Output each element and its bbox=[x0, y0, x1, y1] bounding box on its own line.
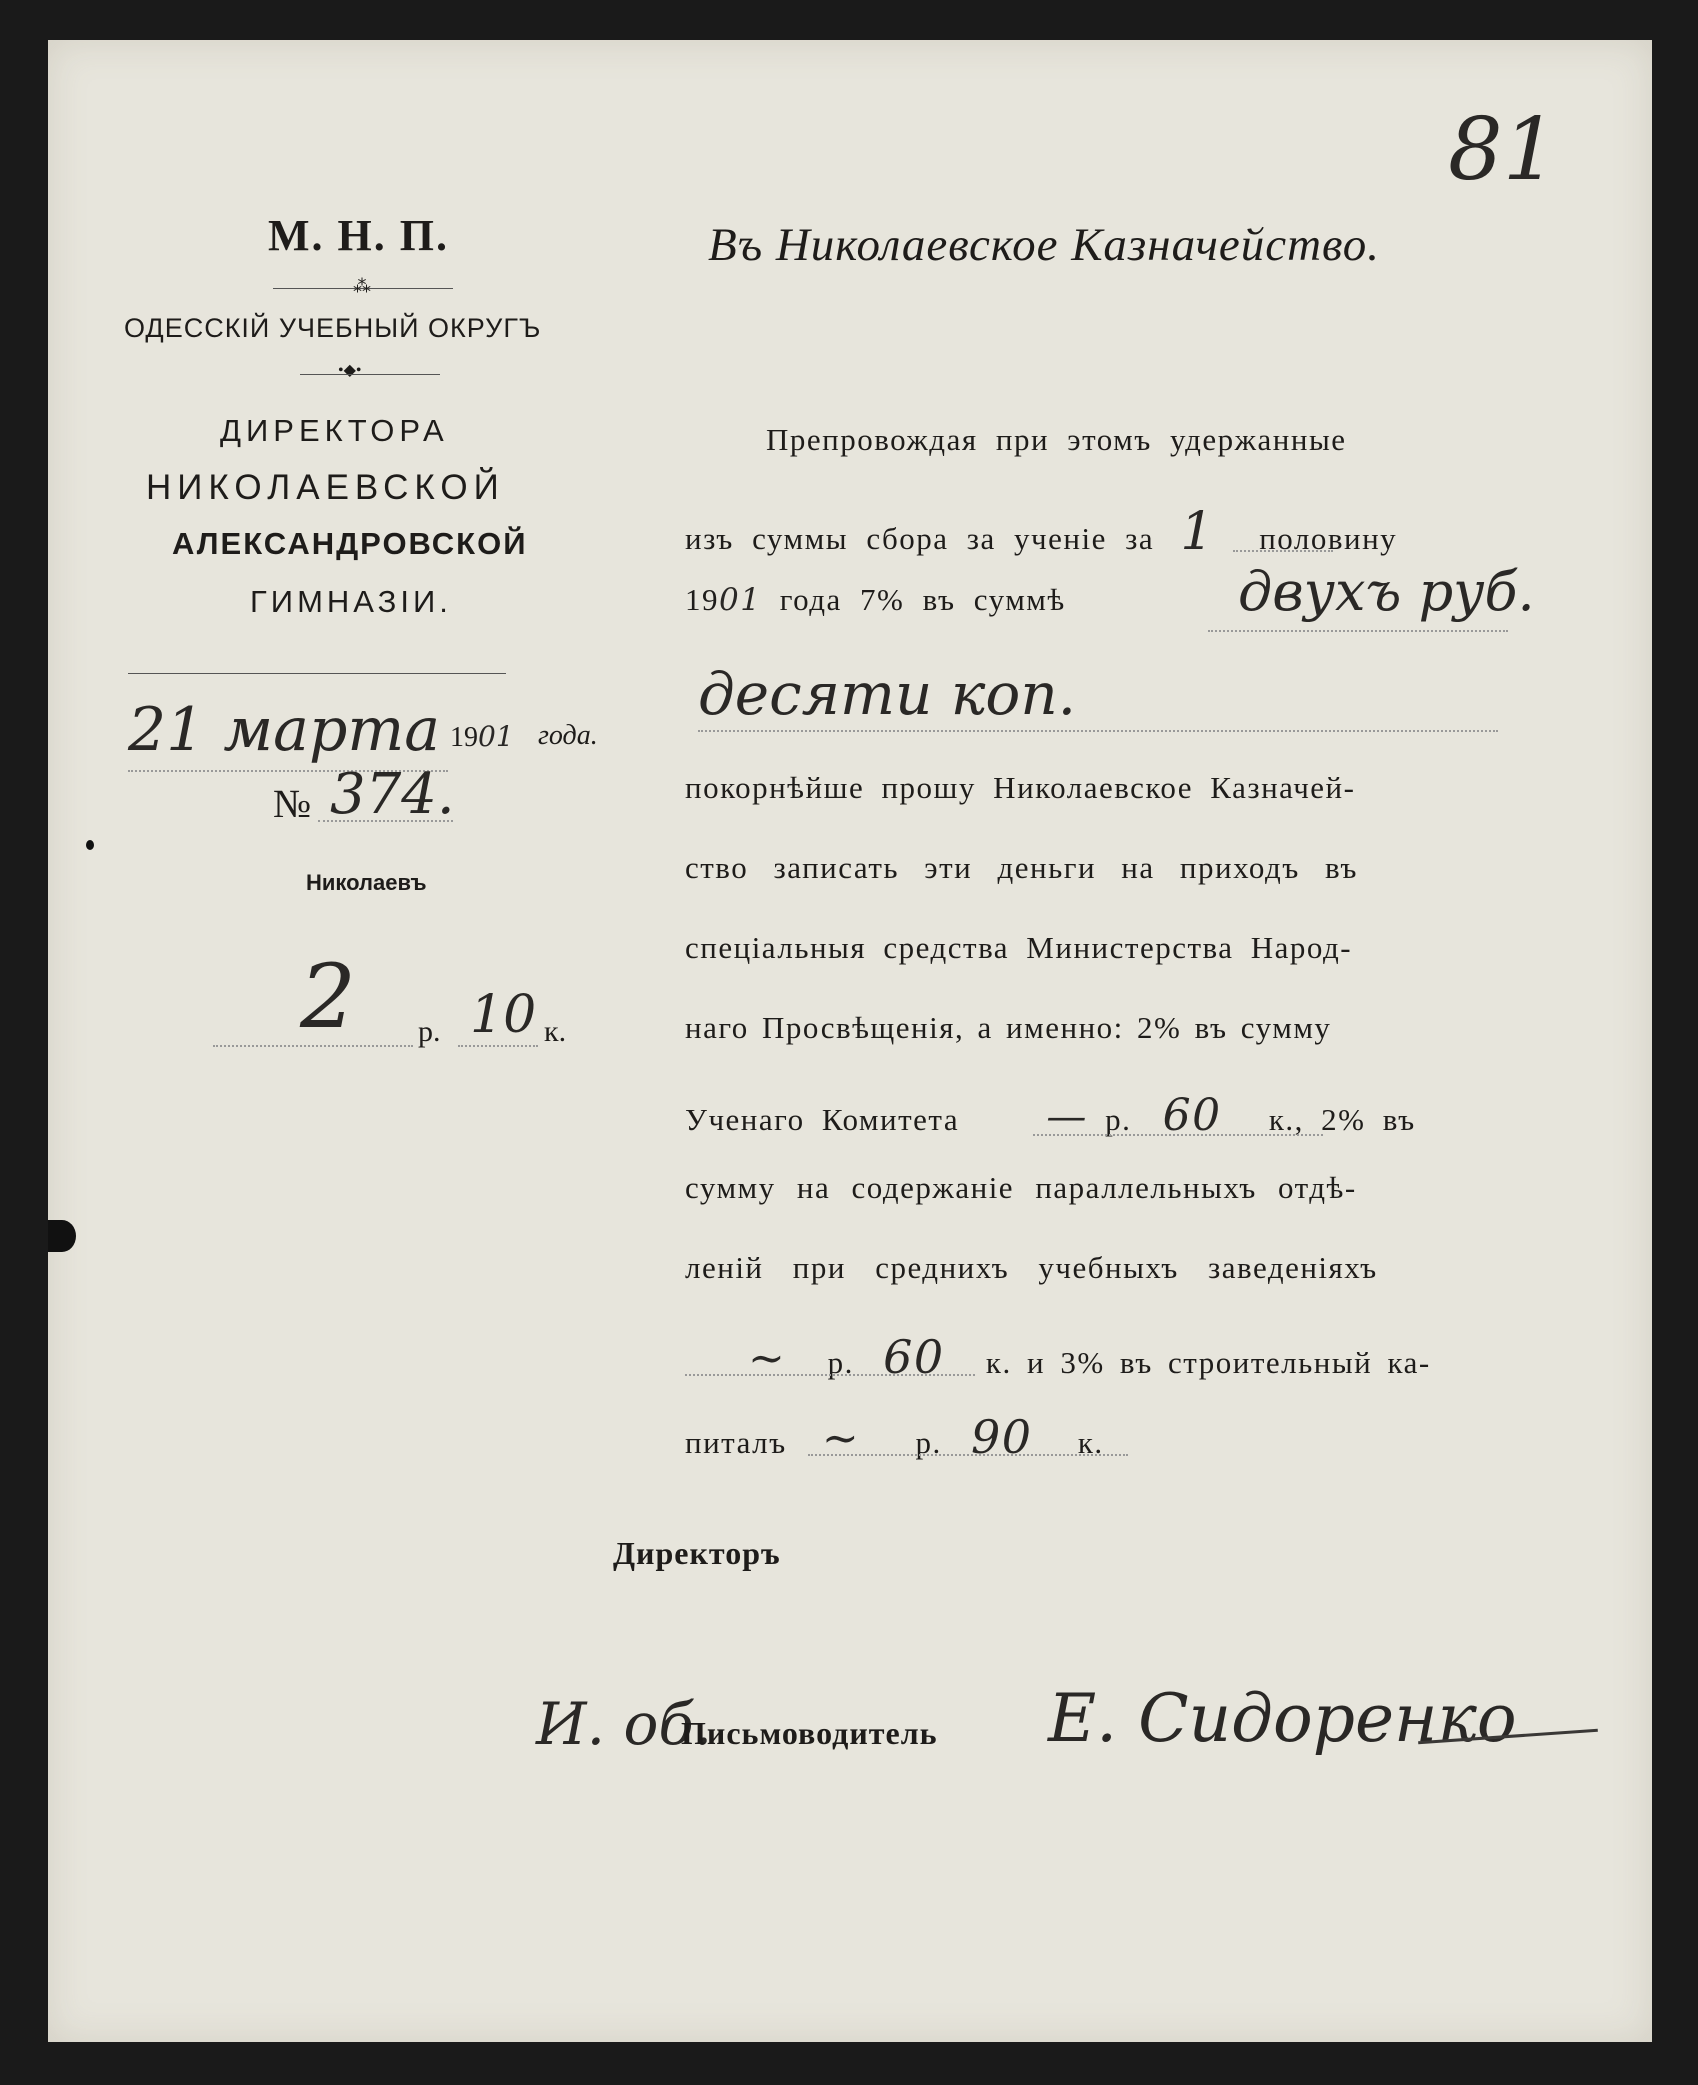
divider-ornament: •◆• bbox=[338, 362, 362, 379]
body-line-11: ленiй при среднихъ учебныхъ заведенiяхъ bbox=[685, 1250, 1378, 1285]
addressee: Въ Николаевское Казначейство. bbox=[708, 219, 1381, 271]
year-word: года. bbox=[538, 720, 598, 751]
half-dotted-line bbox=[1233, 550, 1333, 552]
punch-hole bbox=[86, 840, 94, 850]
kop-handwritten: 60 bbox=[1162, 1090, 1222, 1141]
year-handwritten: 01 bbox=[478, 720, 514, 753]
body-text: к., 2% въ bbox=[1268, 1102, 1416, 1137]
ministry-abbr: М. Н. П. bbox=[268, 211, 449, 260]
body-text: года 7% въ суммѣ bbox=[779, 582, 1066, 617]
rub-abbr: р. bbox=[418, 1015, 441, 1048]
divider-ornament: ⁂ bbox=[353, 276, 371, 296]
date-handwritten: 21 марта bbox=[128, 695, 441, 765]
punch-hole bbox=[48, 1220, 76, 1252]
rub-abbr: р. bbox=[827, 1345, 854, 1380]
divider bbox=[300, 374, 440, 375]
kop-dotted-line bbox=[458, 1045, 538, 1047]
year-printed bbox=[450, 720, 514, 754]
document-page bbox=[48, 40, 1652, 2042]
l12-dotted-line bbox=[685, 1374, 975, 1376]
kop-handwritten: 90 bbox=[971, 1410, 1033, 1464]
rub-abbr: р. bbox=[1105, 1102, 1132, 1137]
body-text: к. и 3% въ строительный ка- bbox=[985, 1345, 1431, 1380]
office-line-1: ДИРЕКТОРА bbox=[220, 413, 449, 448]
sum-dotted-line-2 bbox=[698, 730, 1498, 732]
half-handwritten: 1 bbox=[1180, 502, 1215, 562]
sum-words-handwritten-1: двухъ руб. bbox=[1238, 560, 1535, 623]
body-line-3 bbox=[685, 582, 1066, 618]
body-line-7: спецiальныя средства Министерства Народ- bbox=[685, 930, 1353, 965]
city-name: Николаевъ bbox=[306, 870, 427, 895]
year-handwritten: 01 bbox=[719, 582, 762, 618]
rub-handwritten: ~ bbox=[748, 1333, 787, 1384]
l13-dotted-line bbox=[808, 1454, 1128, 1456]
body-text: изъ суммы сбора за ученiе за bbox=[685, 521, 1155, 556]
rub-handwritten: ~ bbox=[821, 1413, 861, 1464]
clerk-signature: Е. Сидоренко bbox=[1048, 1680, 1517, 1757]
acting-handwritten: И. об. bbox=[536, 1690, 713, 1758]
rub-abbr: р. bbox=[915, 1425, 942, 1460]
body-line-10: сумму на содержанiе параллельныхъ отдѣ- bbox=[685, 1170, 1357, 1205]
divider bbox=[128, 673, 506, 674]
number-handwritten: 374. bbox=[330, 762, 455, 827]
kop-handwritten: 60 bbox=[883, 1330, 945, 1384]
body-line-8: наго Просвѣщенiя, а именно: 2% въ сумму bbox=[685, 1010, 1332, 1045]
number-prefix: № bbox=[273, 781, 312, 826]
clerk-title: Письмоводитель bbox=[681, 1715, 938, 1751]
amount-kop-handwritten: 10 bbox=[470, 985, 537, 1045]
district-name: ОДЕССКIЙ УЧЕБНЫЙ ОКРУГЪ bbox=[124, 313, 542, 343]
body-line-5: покорнѣйше прошу Николаевское Казначей- bbox=[685, 770, 1356, 805]
body-text: половину bbox=[1259, 521, 1398, 556]
office-line-2: НИКОЛАЕВСКОЙ bbox=[146, 468, 505, 507]
office-line-3: АЛЕКСАНДРОВСКОЙ bbox=[172, 526, 528, 561]
kop-abbr: к. bbox=[544, 1015, 567, 1048]
body-line-6: ство записать эти деньги на приходъ въ bbox=[685, 850, 1358, 885]
rub-handwritten: — bbox=[1046, 1094, 1088, 1140]
kop-abbr: к. bbox=[1077, 1425, 1104, 1460]
l9-dotted-line bbox=[1033, 1134, 1323, 1136]
page-number: 81 bbox=[1448, 100, 1558, 200]
body-text: 19 bbox=[685, 582, 719, 617]
body-line-2 bbox=[685, 502, 1397, 562]
rub-dotted-line bbox=[213, 1045, 413, 1047]
sum-dotted-line-1 bbox=[1208, 630, 1508, 632]
body-text: питалъ bbox=[685, 1425, 787, 1460]
body-text: Ученаго Комитета bbox=[685, 1102, 960, 1137]
number-dotted-line bbox=[318, 820, 453, 822]
office-line-4: ГИМНАЗIИ. bbox=[250, 584, 452, 619]
body-line-1: Препровождая при этомъ удержанные bbox=[766, 422, 1347, 457]
amount-rub-handwritten: 2 bbox=[300, 945, 356, 1048]
sum-words-handwritten-2: десяти коп. bbox=[698, 660, 1077, 728]
director-title: Директоръ bbox=[613, 1535, 781, 1571]
year-prefix: 19 bbox=[450, 722, 478, 753]
